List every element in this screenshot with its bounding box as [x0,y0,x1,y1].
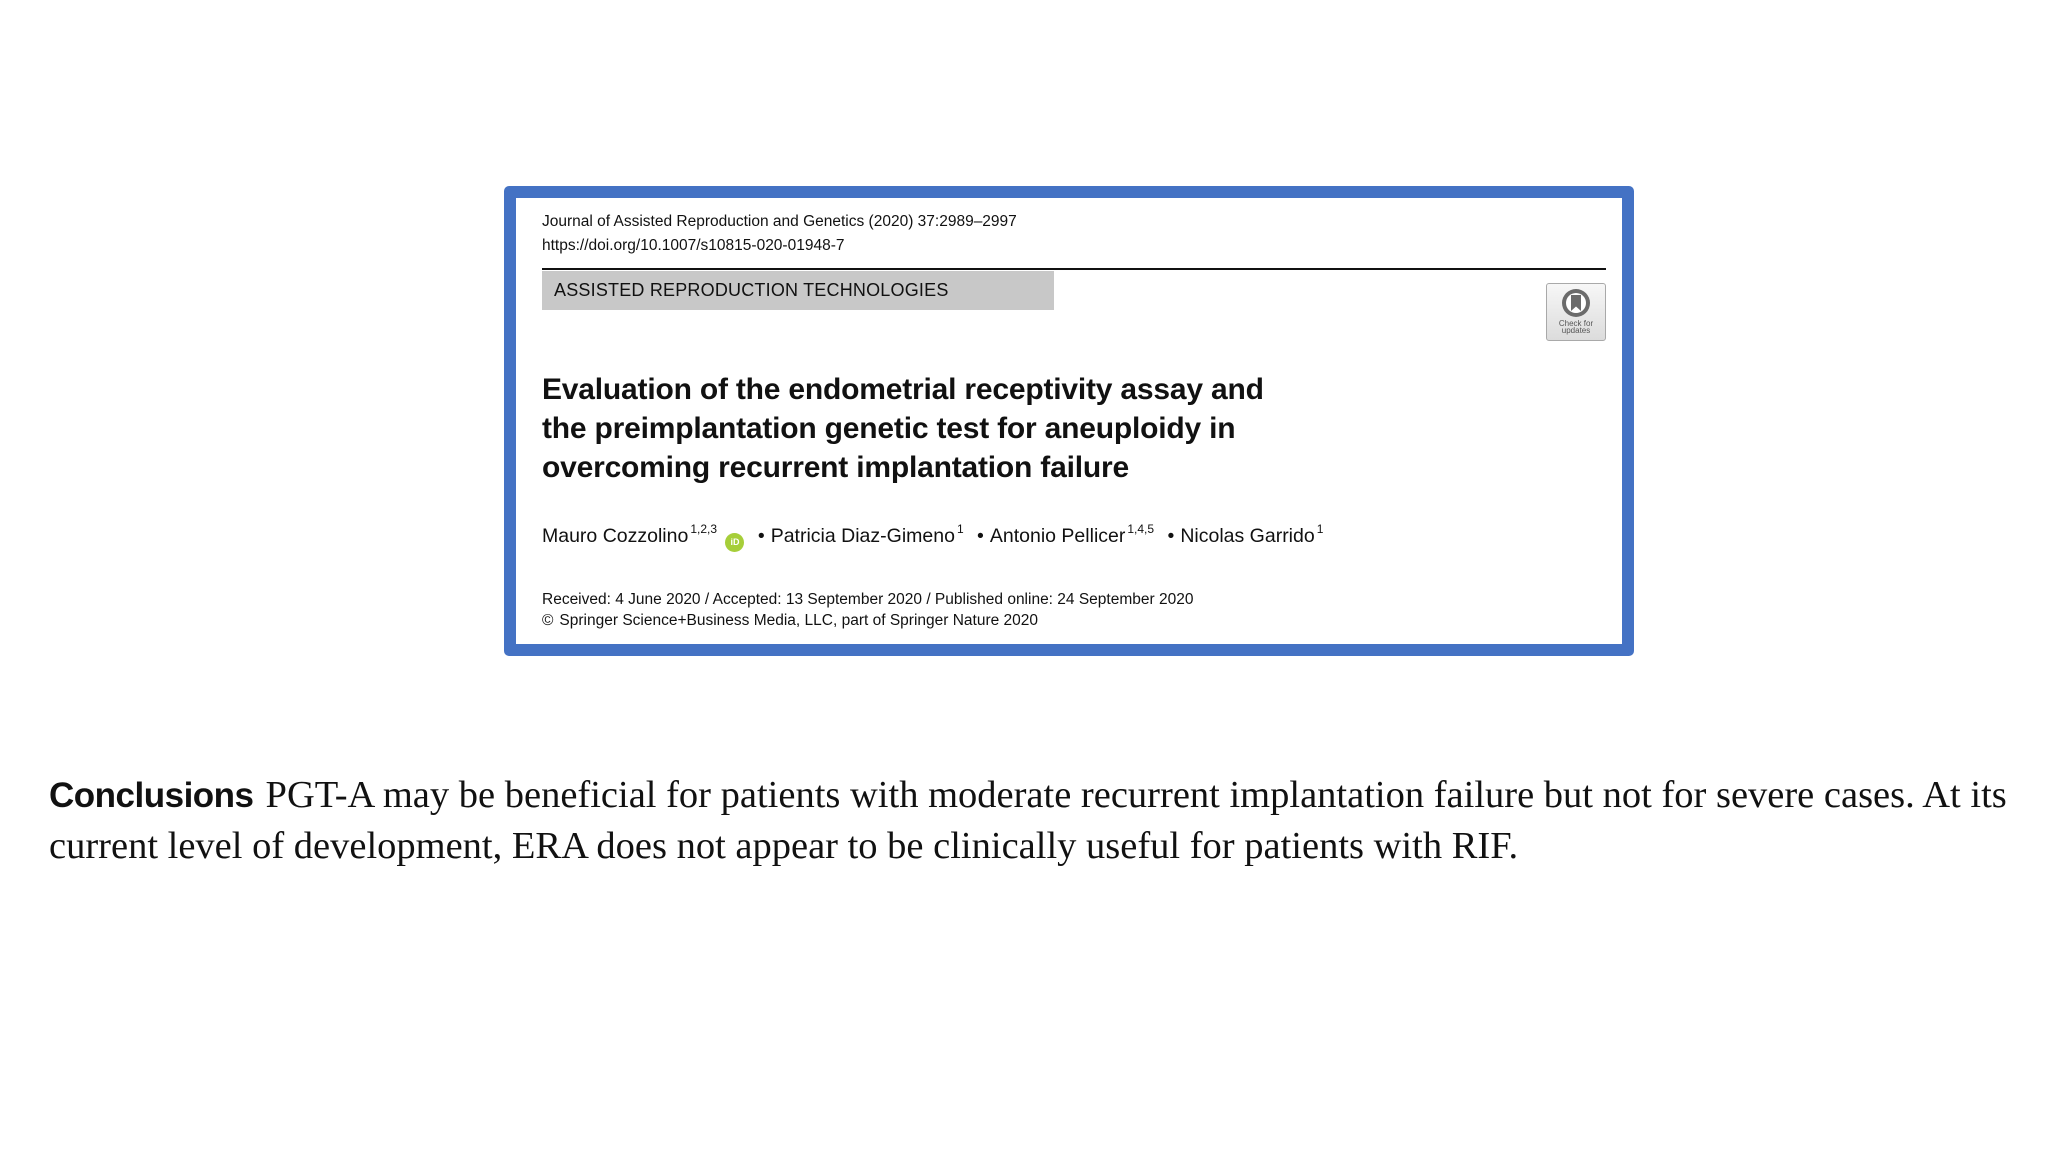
check-updates-icon [1560,287,1592,319]
author-affiliations: 1 [1316,522,1324,536]
article-header-content [542,198,1606,644]
header-rule [542,268,1606,270]
author-affiliations: 1,4,5 [1127,522,1155,536]
doi-link[interactable]: https://doi.org/10.1007/s10815-020-01948-7 [542,237,845,254]
article-title: Evaluation of the endometrial receptivity assay and the preimplantation genetic test for aneuploidy in overcoming recurrent implantation failure [542,373,1264,484]
orcid-icon[interactable]: iD [725,533,744,552]
author-separator: • [977,525,984,547]
journal-citation: Journal of Assisted Reproduction and Genetics (2020) 37:2989–2997 [542,213,1017,230]
author-name[interactable]: Patricia Diaz-Gimeno [770,525,955,547]
copyright-icon: © [542,612,554,629]
article-header-card [504,186,1634,656]
author-name[interactable]: Antonio Pellicer [989,525,1126,547]
check-updates-label: Check for updates [1558,319,1594,335]
section-banner: ASSISTED REPRODUCTION TECHNOLOGIES [542,271,1054,310]
conclusions-paragraph [49,770,2019,871]
publication-dates: Received: 4 June 2020 / Accepted: 13 September 2020 / Published online: 24 September 2020 [542,591,1194,608]
author-list [542,522,1323,552]
conclusions-text: PGT-A may be beneficial for patients with moderate recurrent implantation failure but not for severe cases. At its current level of development, ERA does not appear to be clinically useful for patients with RIF. [49,774,2007,867]
author-name[interactable]: Nicolas Garrido [1180,525,1315,547]
author-affiliations: 1,2,3 [690,522,718,536]
author-affiliations: 1 [956,522,964,536]
conclusions-label: Conclusions [49,776,254,815]
copyright-notice [542,610,1038,631]
author-separator: • [757,525,765,547]
copyright-text: Springer Science+Business Media, LLC, part of Springer Nature 2020 [559,612,1039,629]
author-separator: • [1167,525,1175,547]
author-name[interactable]: Mauro Cozzolino [542,525,689,547]
check-for-updates-badge[interactable] [1546,283,1606,341]
